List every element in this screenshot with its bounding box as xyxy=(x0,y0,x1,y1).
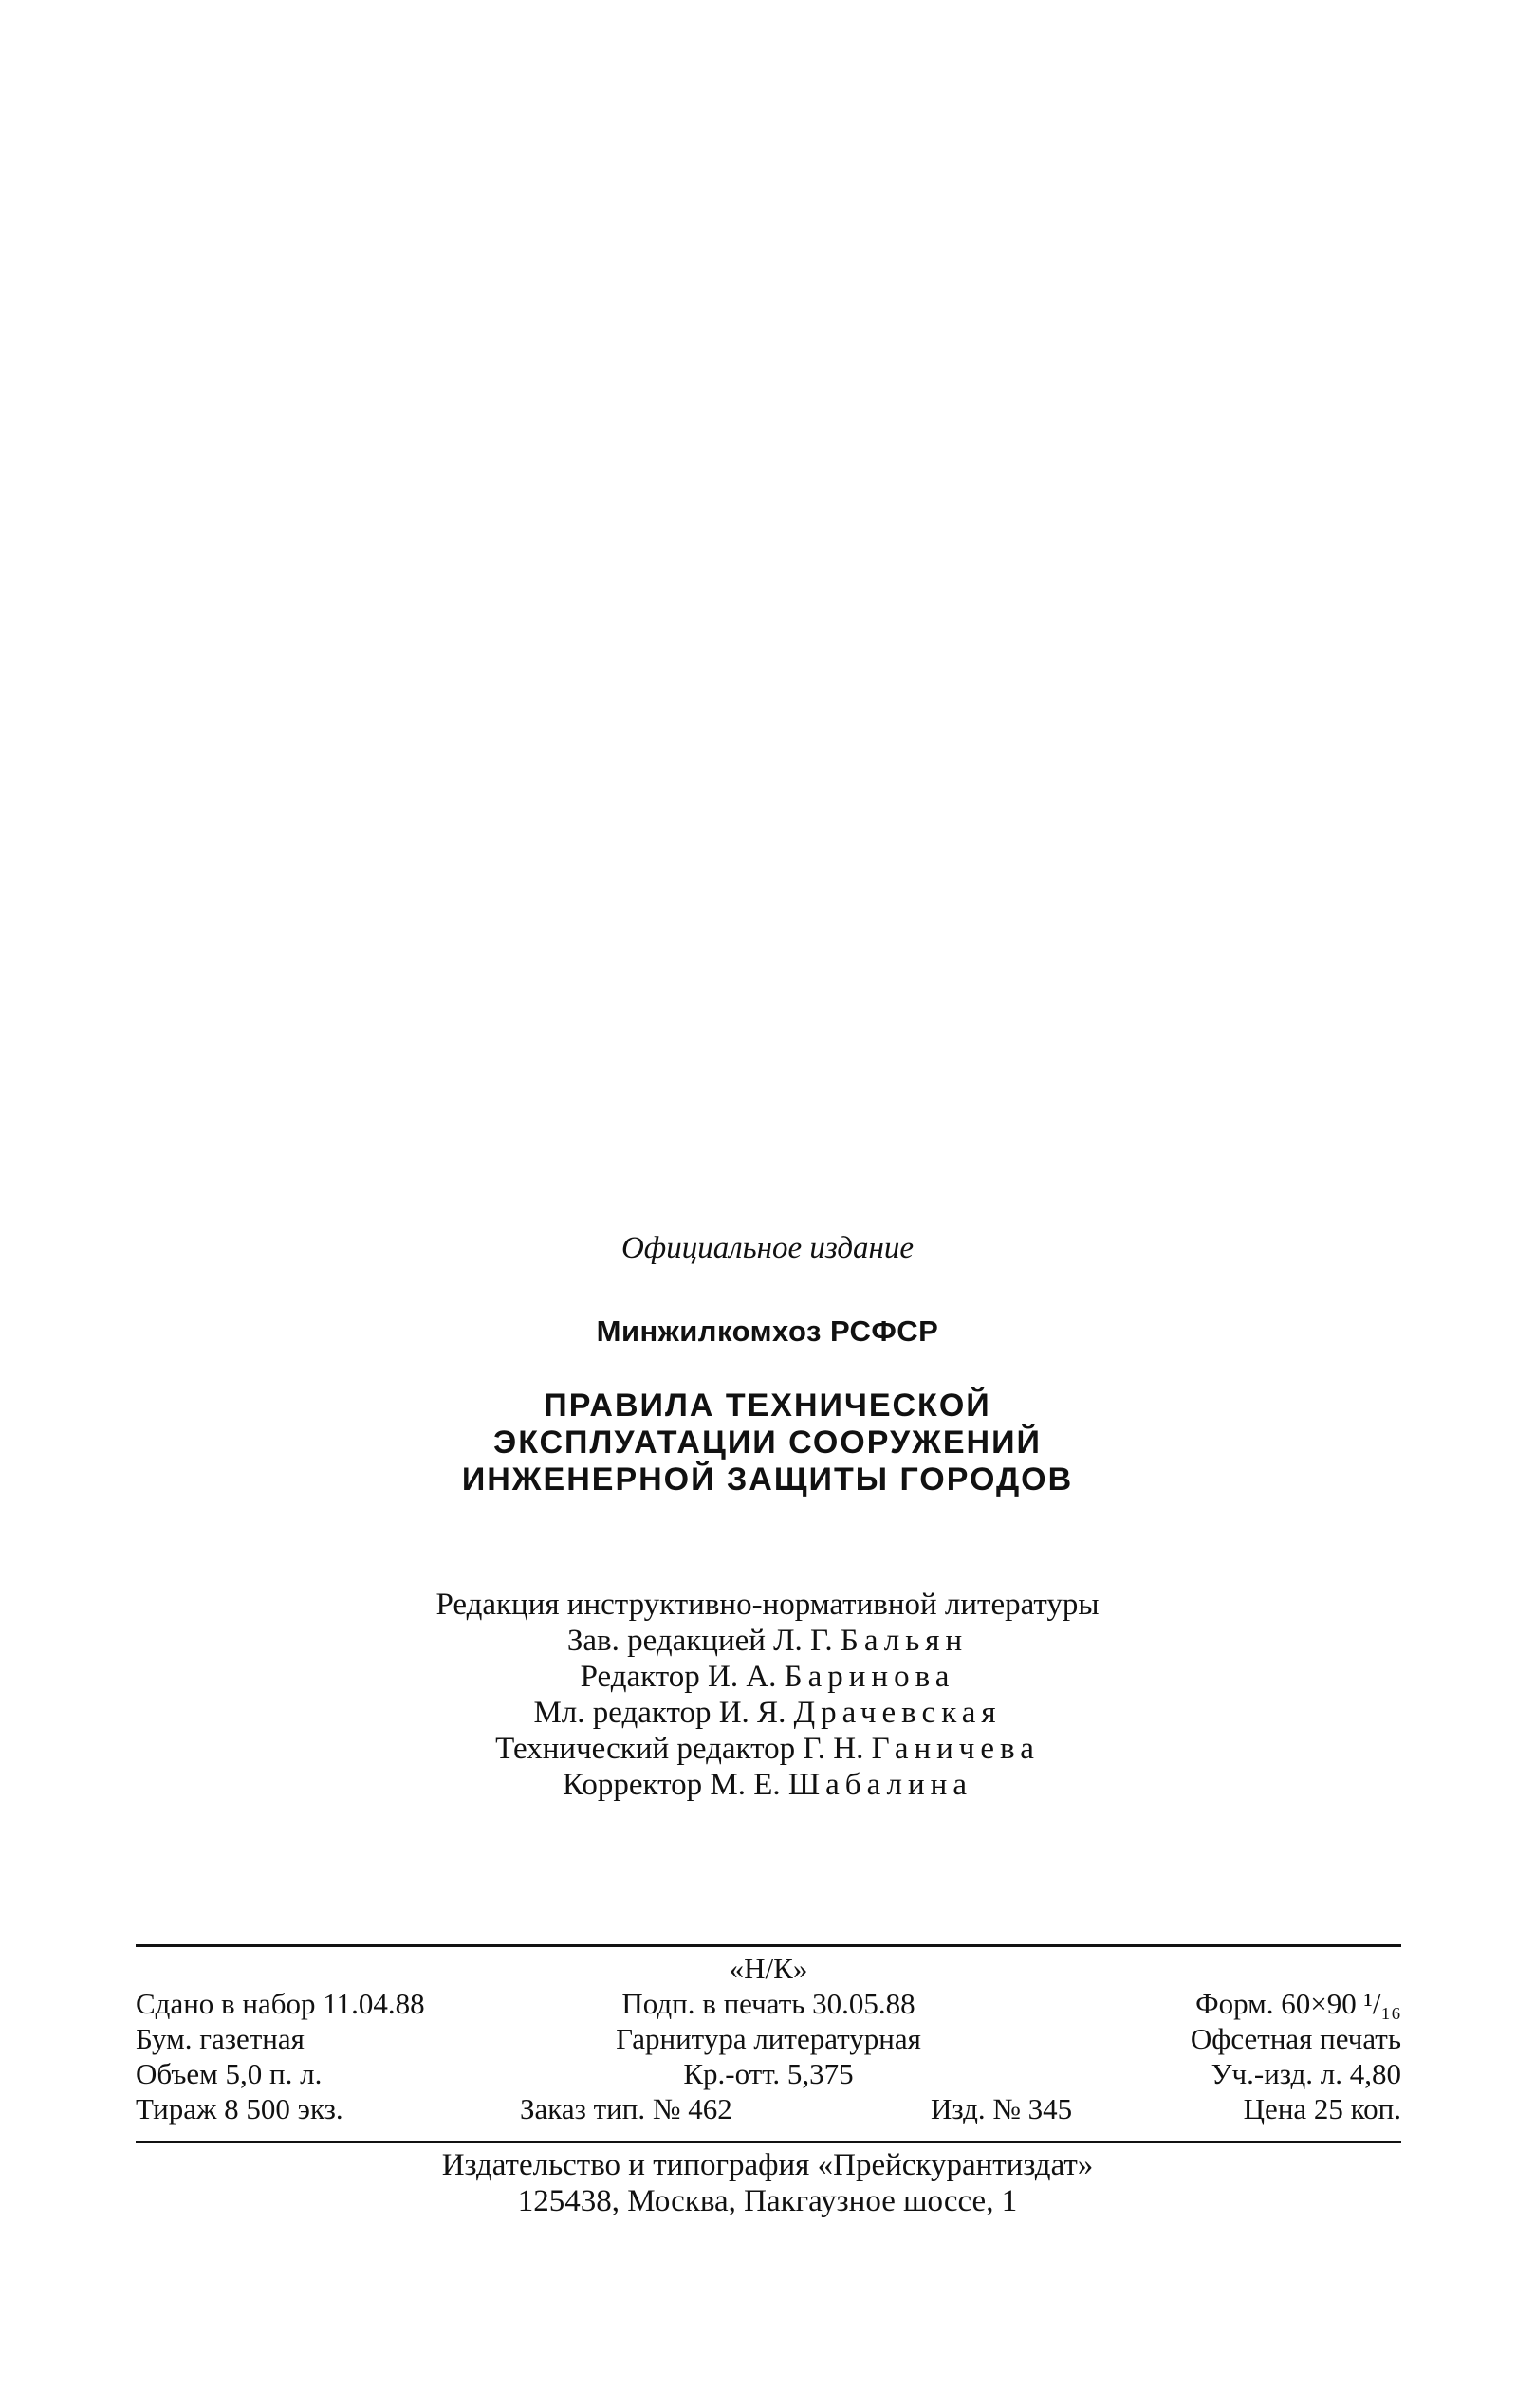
title-line-1: ПРАВИЛА ТЕХНИЧЕСКОЙ xyxy=(544,1388,991,1424)
signed-to-print: Подп. в печать 30.05.88 xyxy=(621,1987,915,2020)
editor-line xyxy=(0,1659,1535,1695)
tech-editor-line xyxy=(0,1731,1535,1767)
tech-editor-label: Технический редактор Г. Н. xyxy=(495,1732,864,1766)
volume: Объем 5,0 п. л. xyxy=(136,2057,323,2090)
color-prints: Кр.-отт. 5,375 xyxy=(683,2057,854,2090)
editor-name: Баринова xyxy=(784,1660,955,1694)
edition-number: Изд. № 345 xyxy=(931,2092,1073,2125)
imprint-block xyxy=(136,1951,1401,2126)
document-title xyxy=(0,1388,1535,1498)
print-format: Форм. 60×90 ¹/₁₆ xyxy=(1195,1987,1401,2020)
imprint-row-volume xyxy=(136,2056,1401,2091)
title-line-3: ИНЖЕНЕРНОЙ ЗАЩИТЫ ГОРОДОВ xyxy=(461,1461,1074,1498)
imprint-code: «Н/К» xyxy=(729,1952,808,1985)
imprint-row-paper xyxy=(136,2021,1401,2056)
edition-label: Официальное издание xyxy=(620,1231,915,1265)
credits-block xyxy=(0,1587,1535,1803)
order-number: Заказ тип. № 462 xyxy=(520,2092,732,2125)
junior-editor-label: Мл. редактор И. Я. xyxy=(533,1696,786,1730)
typeface: Гарнитура литературная xyxy=(616,2022,921,2055)
proofreader-name: Шабалина xyxy=(787,1768,972,1802)
publisher-footer xyxy=(0,2147,1535,2219)
publisher-sheets: Уч.-изд. л. 4,80 xyxy=(1211,2057,1401,2090)
head-editor-line xyxy=(0,1623,1535,1659)
title-line-2: ЭКСПЛУАТАЦИИ СООРУЖЕНИЙ xyxy=(493,1425,1042,1461)
publisher-address: 125438, Москва, Пакгаузное шоссе, 1 xyxy=(517,2184,1018,2218)
imprint-top-rule xyxy=(136,1944,1401,1947)
imprint-bottom-rule xyxy=(136,2141,1401,2143)
ministry-label: Минжилкомхоз РСФСР xyxy=(596,1314,939,1348)
printing-method: Офсетная печать xyxy=(1190,2022,1401,2055)
imprint-row-dates xyxy=(136,1986,1401,2021)
publisher-name: Издательство и типография «Прейскурантиздат» xyxy=(441,2148,1094,2182)
junior-editor-name: Драчевская xyxy=(793,1696,1002,1730)
head-editor-label: Зав. редакцией Л. Г. xyxy=(566,1624,833,1658)
proofreader-line xyxy=(0,1767,1535,1803)
paper-type: Бум. газетная xyxy=(136,2022,305,2055)
circulation: Тираж 8 500 экз. xyxy=(136,2092,343,2125)
sent-to-typeset: Сдано в набор 11.04.88 xyxy=(136,1987,425,2020)
price: Цена 25 коп. xyxy=(1243,2092,1401,2125)
imprint-row-code xyxy=(136,1951,1401,1986)
tech-editor-name: Ганичева xyxy=(871,1732,1040,1766)
proofreader-label: Корректор М. Е. xyxy=(563,1768,781,1802)
imprint-row-circulation xyxy=(136,2091,1401,2126)
head-editor-name: Бальян xyxy=(840,1624,969,1658)
department-line: Редакция инструктивно-нормативной литературы xyxy=(435,1588,1100,1622)
editor-label: Редактор И. А. xyxy=(580,1660,777,1694)
junior-editor-line xyxy=(0,1695,1535,1731)
